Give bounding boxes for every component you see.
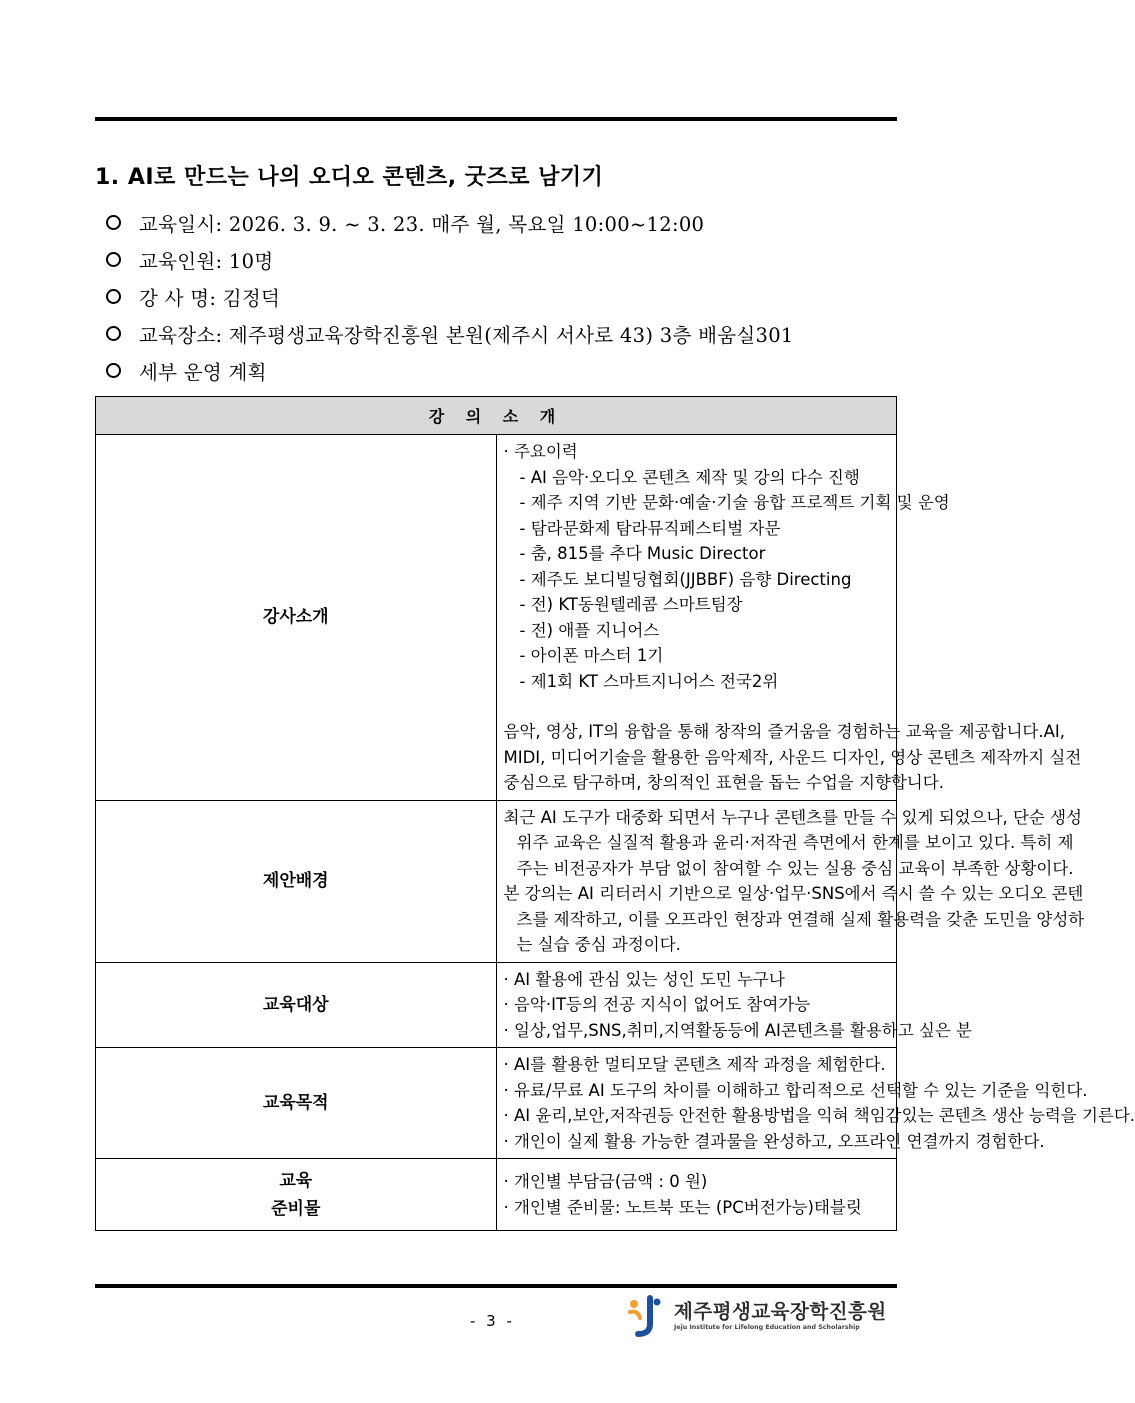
page-number: - 3 - bbox=[470, 1312, 515, 1330]
label-instructor: 강사소개 bbox=[96, 435, 497, 801]
career-item: - AI 음악·오디오 콘텐츠 제작 및 강의 다수 진행 bbox=[519, 467, 860, 487]
background-line: 주는 비전공자가 부담 없이 참여할 수 있는 실용 중심 교육이 부족한 상황이다. bbox=[516, 858, 1074, 878]
career-title: · 주요이력 bbox=[503, 442, 578, 461]
label-goal: 교육목적 bbox=[96, 1048, 497, 1159]
prep-content bbox=[496, 1159, 897, 1231]
background-line: 는 실습 중심 과정이다. bbox=[516, 935, 681, 954]
goal-item: · AI를 활용한 멀티모달 콘텐츠 제작 과정을 체험한다. bbox=[503, 1055, 886, 1074]
career-item: - 제주도 보디빌딩협회(JJBBF) 음향 Directing bbox=[519, 569, 852, 589]
career-item: - 전) 애플 지니어스 bbox=[519, 620, 660, 640]
background-line: 본 강의는 AI 리터러시 기반으로 일상·업무·SNS에서 즉시 쓸 수 있는 오디오 콘텐 bbox=[503, 884, 1084, 903]
target-item: · 음악·IT등의 전공 지식이 없어도 참여가능 bbox=[503, 995, 811, 1014]
goal-item: · 유료/무료 AI 도구의 차이를 이해하고 합리적으로 선택할 수 있는 기준을 익힌다. bbox=[503, 1080, 1088, 1100]
label-target: 교육대상 bbox=[96, 962, 497, 1048]
background-line: 츠를 제작하고, 이를 오프라인 현장과 연결해 실제 활용력을 갖춘 도민을 양성하 bbox=[516, 909, 1085, 929]
circle-bullet-icon bbox=[106, 252, 121, 267]
prep-item: · 개인별 부담금(금액 : 0 원) bbox=[503, 1172, 708, 1191]
org-logo bbox=[626, 1294, 896, 1338]
org-name: 제주평생교육장학진흥원 bbox=[674, 1300, 887, 1323]
label-prep bbox=[96, 1159, 497, 1231]
table-header: 강 의 소 개 bbox=[96, 397, 897, 435]
background-line: 위주 교육은 실질적 활용과 윤리·저작권 측면에서 한계를 보이고 있다. 특히 제 bbox=[516, 833, 1074, 852]
circle-bullet-icon bbox=[106, 215, 121, 230]
goal-item: · AI 윤리,보안,저작권등 안전한 활용방법을 익혀 책임감있는 콘텐츠 생산 능력을 기른다. bbox=[503, 1106, 1135, 1125]
intro-line: MIDI, 미디어기술을 활용한 음악제작, 사운드 디자인, 영상 콘텐츠 제작까지 실전 bbox=[503, 747, 1082, 767]
career-item: - 제1회 KT 스마트지니어스 전국2위 bbox=[519, 671, 779, 691]
section-title: 1. AI로 만드는 나의 오디오 콘텐츠, 굿즈로 남기기 bbox=[95, 165, 604, 190]
circle-bullet-icon bbox=[106, 289, 121, 304]
career-item: - 전) KT동원텔레콤 스마트팀장 bbox=[519, 595, 743, 614]
prep-item: · 개인별 준비물: 노트북 또는 (PC버전가능)태블릿 bbox=[503, 1197, 862, 1217]
career-item: - 제주 지역 기반 문화·예술·기술 융합 프로젝트 기획 및 운영 bbox=[519, 493, 950, 512]
circle-bullet-icon bbox=[106, 326, 121, 341]
bullet-plan: 세부 운영 계획 bbox=[106, 352, 906, 389]
intro-line: 중심으로 탐구하며, 창의적인 표현을 돕는 수업을 지향합니다. bbox=[503, 773, 944, 792]
circle-bullet-icon bbox=[106, 363, 121, 378]
org-name-en: Jeju Institute for Lifelong Education and Scholarship bbox=[674, 1324, 860, 1331]
intro-line: 음악, 영상, IT의 융합을 통해 창작의 즐거움을 경험하는 교육을 제공합니다.AI, bbox=[503, 722, 1066, 741]
target-content bbox=[496, 962, 972, 1048]
label-prep-line2: 준비물 bbox=[271, 1198, 321, 1219]
label-background: 제안배경 bbox=[96, 800, 497, 962]
career-item: - 탐라문화제 탐라뮤직페스티벌 자문 bbox=[519, 518, 781, 538]
goal-content bbox=[496, 1048, 1135, 1159]
target-item: · 일상,업무,SNS,취미,지역활동등에 AI콘텐츠를 활용하고 싶은 분 bbox=[503, 1020, 972, 1040]
bottom-rule bbox=[95, 1284, 897, 1288]
top-rule bbox=[95, 117, 897, 121]
bullet-schedule: 교육일시: 2026. 3. 9. ~ 3. 23. 매주 월, 목요일 10:00~12:00 bbox=[106, 204, 906, 241]
course-intro-table bbox=[95, 396, 1135, 1231]
career-item: - 아이폰 마스터 1기 bbox=[519, 646, 664, 665]
background-line: 최근 AI 도구가 대중화 되면서 누구나 콘텐츠를 만들 수 있게 되었으나, 단순 생성 bbox=[503, 807, 1082, 827]
bullet-instructor: 강 사 명: 김정덕 bbox=[106, 278, 906, 315]
instructor-content bbox=[496, 435, 1082, 801]
goal-item: · 개인이 실제 활용 가능한 결과물을 완성하고, 오프라인 연결까지 경험한다. bbox=[503, 1131, 1045, 1151]
background-content bbox=[496, 800, 1085, 962]
bullet-capacity: 교육인원: 10명 bbox=[106, 241, 906, 278]
org-logo-icon bbox=[626, 1294, 670, 1338]
bullet-location: 교육장소: 제주평생교육장학진흥원 본원(제주시 서사로 43) 3층 배움실301 bbox=[106, 315, 906, 352]
info-bullet-list bbox=[106, 204, 906, 389]
target-item: · AI 활용에 관심 있는 성인 도민 누구나 bbox=[503, 969, 785, 989]
label-prep-line1: 교육 bbox=[279, 1170, 313, 1191]
career-item: - 춤, 815를 추다 Music Director bbox=[519, 544, 766, 563]
